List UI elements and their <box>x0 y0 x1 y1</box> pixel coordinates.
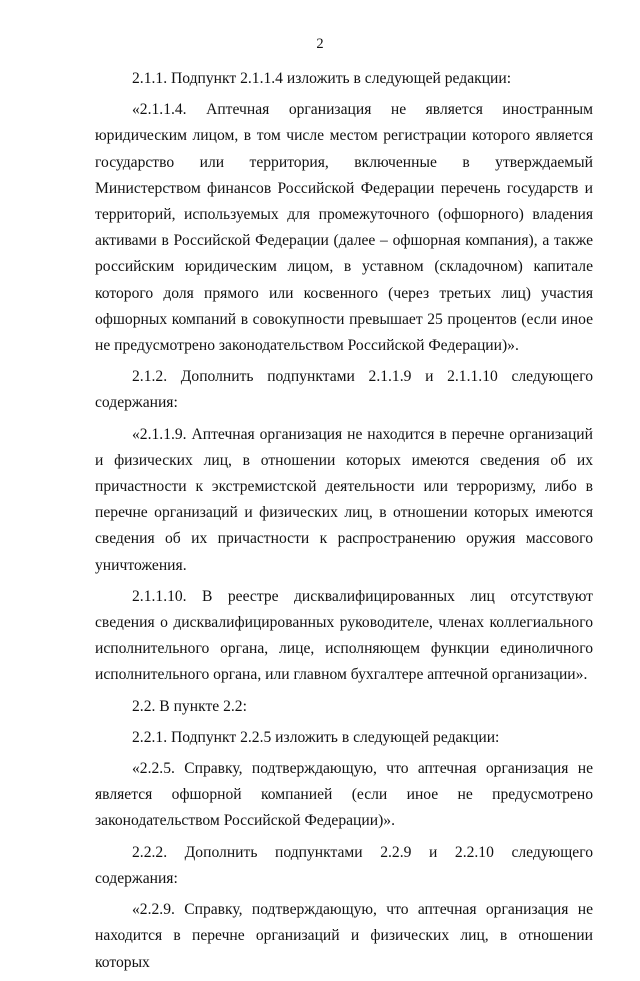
paragraph-2-2-9: «2.2.9. Справку, подтверждающую, что аптечная организация не находится в перечне организаций и физических лиц, в отношении которых <box>95 901 593 971</box>
paragraph-2-2-2: 2.2.2. Дополнить подпунктами 2.2.9 и 2.2.10 следующего содержания: <box>95 843 593 887</box>
paragraph-2-1-1-9: «2.1.1.9. Аптечная организация не находится в перечне организаций и физических лиц, в отношении которых имеются сведения об их причастности к экстремистской деятельности или терроризму, либо в перечне организаций и физических лиц, в отношении которых имеются сведения об их причастности к распространению оружия массового уничтожения. <box>95 425 593 574</box>
paragraph-2-2: 2.2. В пункте 2.2: <box>132 697 247 715</box>
paragraph-2-2-5: «2.2.5. Справку, подтверждающую, что аптечная организация не является офшорной компанией (если иное не предусмотрено законодательством Российской Федерации)». <box>95 760 593 830</box>
paragraph-2-1-1-4: «2.1.1.4. Аптечная организация не является иностранным юридическим лицом, в том числе местом регистрации которого является государство или территория, включенные в утверждаемый Министерством финансов Российской Федерации перечень государств и территорий, используемых для промежуточного (офшорного) владения активами в Российской Федерации (далее – офшорная компания), а также российским юридическим лицом, в уставном (складочном) капитале которого доля прямого или косвенного (через третьих лиц) участия офшорных компаний в совокупности превышает 25 процентов (если иное не предусмотрено законодательством Российской Федерации)». <box>95 101 593 355</box>
paragraph-2-1-1: 2.1.1. Подпункт 2.1.1.4 изложить в следующей редакции: <box>132 70 512 87</box>
document-body <box>95 66 593 981</box>
paragraph-2-1-1-10: 2.1.1.10. В реестре дисквалифицированных лиц отсутствуют сведения о дисквалифицированных руководителе, членах коллегиального исполнительного органа, лице, исполняющем функции единоличного исполнительного органа, или главном бухгалтере аптечной организации». <box>95 587 593 684</box>
paragraph-2-1-2: 2.1.2. Дополнить подпунктами 2.1.1.9 и 2.1.1.10 следующего содержания: <box>95 368 593 412</box>
paragraph-2-2-1: 2.2.1. Подпункт 2.2.5 изложить в следующей редакции: <box>132 728 500 746</box>
page-number: 2 <box>316 36 324 52</box>
